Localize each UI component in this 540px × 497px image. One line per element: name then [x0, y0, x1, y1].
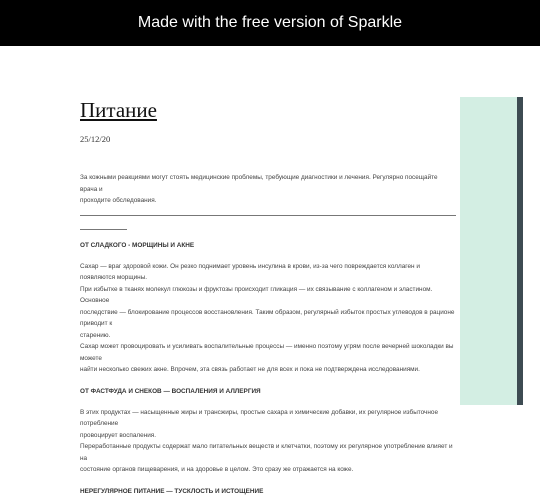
section-irregular	[80, 486, 456, 497]
section-fastfood	[80, 386, 456, 476]
text-line: Сахар может провоцировать и усиливать воспалительные процессы — именно поэтому угрям после вечерней шоколадки вы можете	[80, 343, 454, 362]
text-line: состояние органов пищеварения, и на здоровье в целом. Это сразу же отражается на коже.	[80, 466, 354, 473]
section-heading: ОТ ФАСТФУДА И СНЕКОВ — ВОСПАЛЕНИЯ И АЛЛЕРГИЯ	[80, 387, 261, 395]
divider-short	[80, 229, 127, 230]
text-line: За кожными реакциями могут стоять медицинские проблемы, требующие диагностики и лечения. Регулярно посещайте врача и	[80, 174, 438, 193]
text-line: провоцирует воспаления.	[80, 431, 157, 439]
watermark-banner: Made with the free version of Sparkle	[0, 0, 540, 46]
intro-paragraph	[80, 172, 456, 207]
text-line: старению.	[80, 331, 111, 339]
text-line: последствие — блокирование процессов восстановления. Таким образом, регулярный избыток простых углеводов в рационе приводит к	[80, 308, 455, 327]
divider	[80, 215, 456, 216]
side-accent-bar	[517, 97, 523, 405]
side-panel	[460, 97, 517, 405]
text-line: Переработанные продукты содержат мало питательных веществ и клетчатки, поэтому их регулярное употребление влияет и на	[80, 443, 453, 462]
text-line: В этих продуктах — насыщенные жиры и трансжиры, простые сахара и химические добавки, их регулярное избыточное потребление	[80, 408, 439, 427]
section-sweets	[80, 240, 456, 376]
article-date: 25/12/20	[80, 134, 111, 144]
text-line: Сахар — враг здоровой кожи. Он резко поднимает уровень инсулина в крови, из-за чего повреждается коллаген и появляются морщины.	[80, 262, 420, 281]
page-title: Питание	[80, 98, 157, 122]
section-heading: НЕРЕГУЛЯРНОЕ ПИТАНИЕ — ТУСКЛОСТЬ И ИСТОЩЕНИЕ	[80, 487, 264, 495]
section-heading: ОТ СЛАДКОГО - МОРЩИНЫ И АКНЕ	[80, 241, 195, 249]
text-line: При избытке в тканях молекул глюкозы и фруктозы происходит гликация — их связывание с коллагеном и эластином. Основное	[80, 285, 433, 304]
article	[80, 96, 456, 497]
text-line: проходите обследования.	[80, 197, 157, 204]
text-line: найти несколько свежих акне. Впрочем, эта связь работает не для всех и пока не подтверждена исследованиями.	[80, 366, 420, 373]
